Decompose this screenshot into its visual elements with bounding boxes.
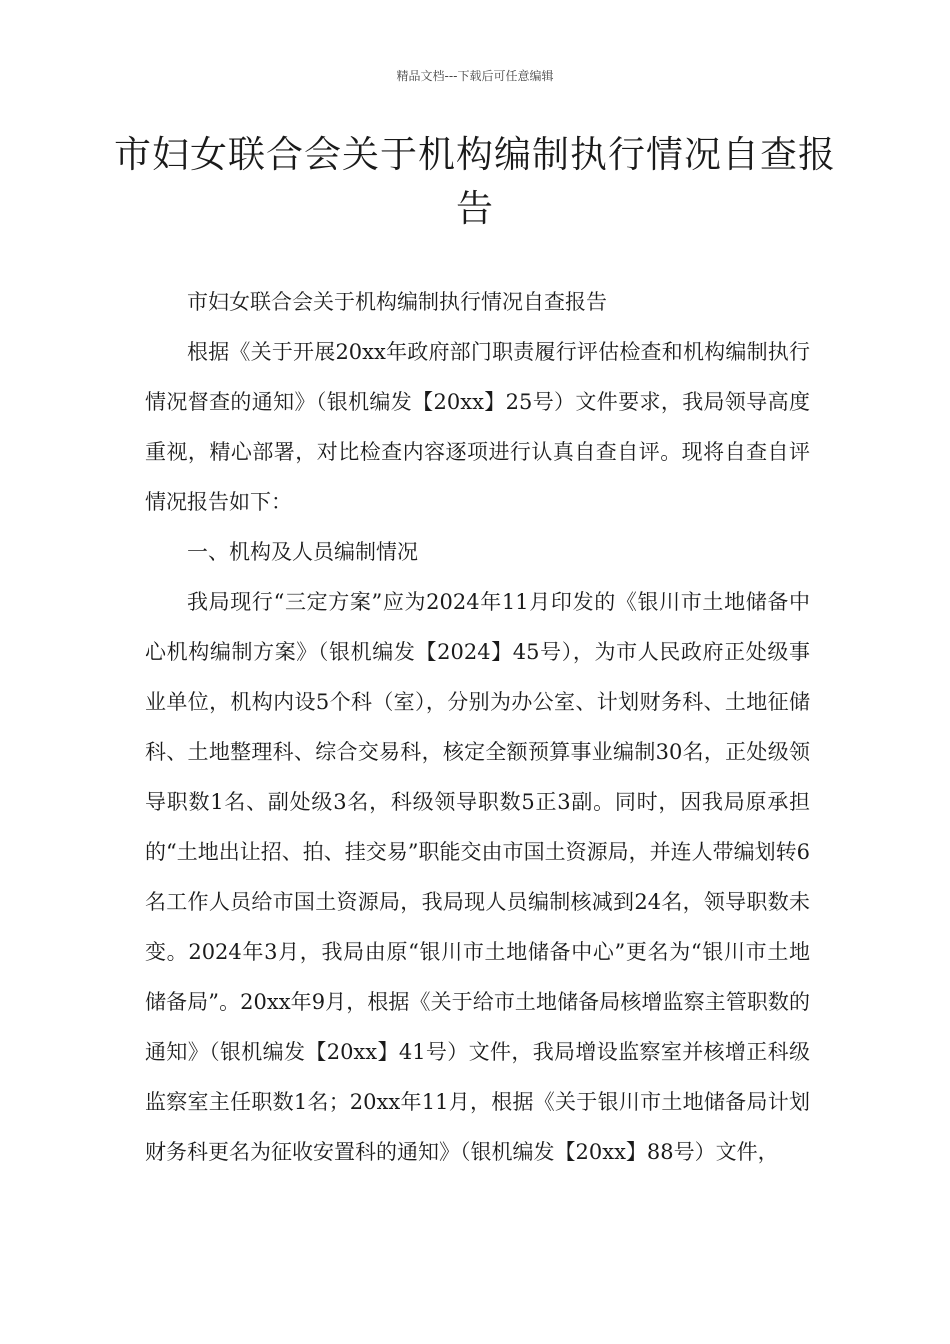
- paragraph-intro: 根据《关于开展20xx年政府部门职责履行评估检查和机构编制执行情况督查的通知》（银机编发【20xx】25号）文件要求，我局领导高度重视，精心部署，对比检查内容逐项进行认真自查自评。现将自查自评情况报告如下：: [145, 340, 810, 514]
- paragraph-section-body: 我局现行“三定方案”应为2024年11月印发的《银川市土地储备中心机构编制方案》（银机编发【2024】45号），为市人民政府正处级事业单位，机构内设5个科（室），分别为办公室、计划财务科、土地征储科、土地整理科、综合交易科，核定全额预算事业编制30名，正处级领导职数1名、副处级3名，科级领导职数5正3副。同时，因我局原承担的“土地出让招、拍、挂交易”职能交由市国土资源局，并连人带编划转6名工作人员给市国土资源局，我局现人员编制核减到24名，领导职数未变。2024年3月，我局由原“银川市土地储备中心”更名为“银川市土地储备局”。20xx年9月，根据《关于给市土地储备局核增监察主管职数的通知》（银机编发【20xx】41号）文件，我局增设监察室并核增正科级监察室主任职数1名；20xx年11月，根据《关于银川市土地储备局计划财务科更名为征收安置科的通知》（银机编发【20xx】88号）文件，: [145, 590, 810, 1164]
- page-header: 精品文档---下载后可任意编辑: [396, 69, 554, 83]
- document-title: 市妇女联合会关于机构编制执行情况自查报告: [114, 133, 836, 230]
- section-heading: 一、机构及人员编制情况: [187, 540, 418, 564]
- paragraph-subtitle: 市妇女联合会关于机构编制执行情况自查报告: [187, 290, 607, 314]
- document-body: [145, 277, 810, 1177]
